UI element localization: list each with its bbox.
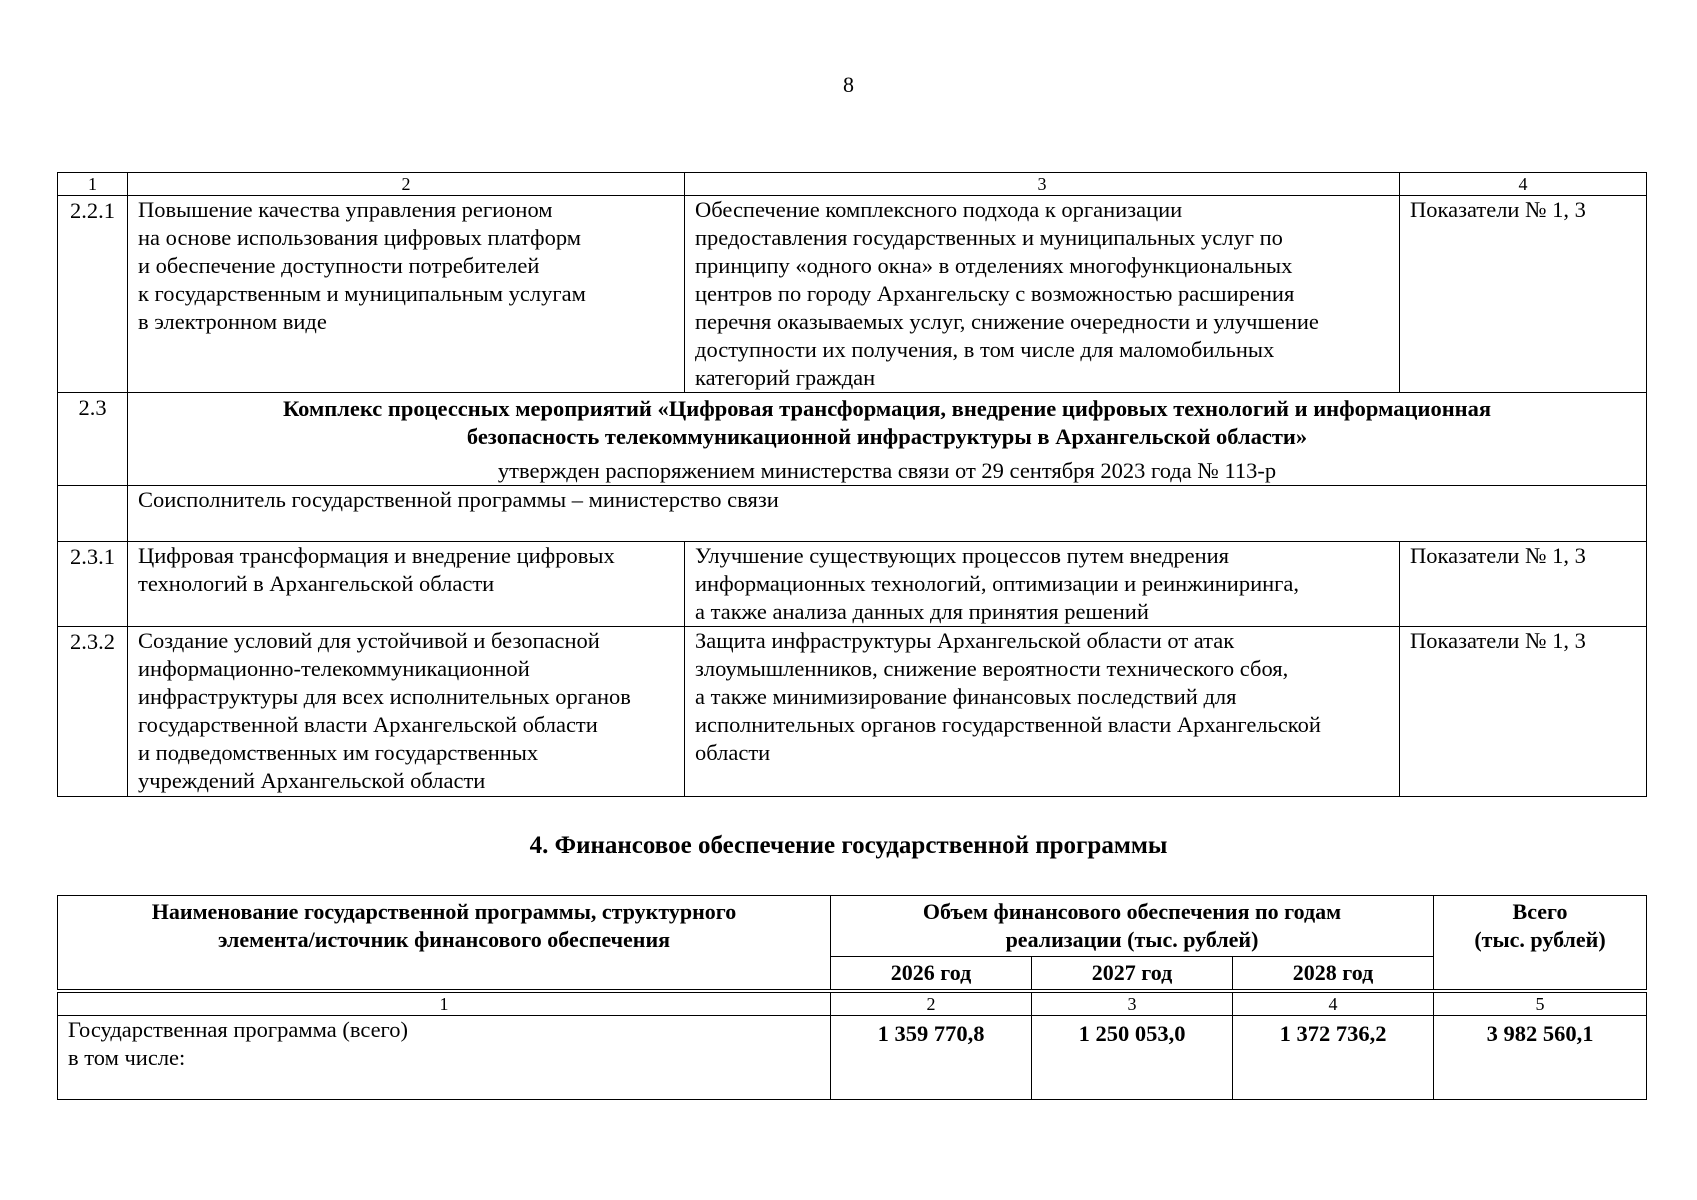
- col-number: 1: [58, 993, 831, 1016]
- measure-indicators: Показатели № 1, 3: [1400, 542, 1647, 627]
- measure-name: Повышение качества управления регионом на основе использования цифровых платформ и обеспечение доступности потребителей к государственным и муниципальным услугам в электронном виде: [128, 196, 685, 393]
- section-subtitle: утвержден распоряжением министерства связи от 29 сентября 2023 года № 113-р: [497, 458, 1277, 483]
- table-row: [58, 196, 1647, 393]
- empty-cell: [58, 486, 128, 542]
- header-volume: Объем финансового обеспечения по годам реализации (тыс. рублей): [831, 896, 1434, 957]
- program-name: Государственная программа (всего) в том числе:: [58, 1016, 831, 1100]
- col-number: 1: [58, 173, 128, 196]
- header-row: [58, 896, 1647, 957]
- measure-result: Обеспечение комплексного подхода к организации предоставления государственных и муниципальных услуг по принципу «одного окна» в отделениях многофункциональных центров по городу Архангельску с возможностью расширения перечня оказываемых услуг, снижение очередности и улучшение доступности их получения, в том числе для маломобильных категорий граждан: [685, 196, 1400, 393]
- section-number: 2.3: [58, 393, 128, 486]
- finance-table: [57, 895, 1647, 1100]
- column-number-row: [58, 993, 1647, 1016]
- value-2026: 1 359 770,8: [831, 1016, 1032, 1100]
- row-number: 2.2.1: [58, 196, 128, 393]
- row-number: 2.3.1: [58, 542, 128, 627]
- col-number: 4: [1233, 993, 1434, 1016]
- col-number: 4: [1400, 173, 1647, 196]
- table-row: [58, 627, 1647, 797]
- header-name: Наименование государственной программы, структурного элемента/источник финансового обеспечения: [58, 896, 831, 990]
- table-row: [58, 1016, 1647, 1100]
- col-number: 3: [1032, 993, 1233, 1016]
- measure-name: Цифровая трансформация и внедрение цифровых технологий в Архангельской области: [128, 542, 685, 627]
- column-number-row: [58, 173, 1647, 196]
- measure-name: Создание условий для устойчивой и безопасной информационно-телекоммуникационной инфраструктуры для всех исполнительных органов государственной власти Архангельской области и подведомственных им государственных учреждений Архангельской области: [128, 627, 685, 797]
- section-title: Комплекс процессных мероприятий «Цифровая трансформация, внедрение цифровых технологий и информационная безопасность телекоммуникационной инфраструктуры в Архангельской области»: [282, 396, 1492, 449]
- year-2026: 2026 год: [831, 957, 1032, 990]
- col-number: 3: [685, 173, 1400, 196]
- section-row: [58, 393, 1647, 486]
- section-cell: [128, 393, 1647, 486]
- measure-indicators: Показатели № 1, 3: [1400, 196, 1647, 393]
- value-2027: 1 250 053,0: [1032, 1016, 1233, 1100]
- coexecutor-text: Соисполнитель государственной программы – министерство связи: [128, 486, 1647, 542]
- measure-indicators: Показатели № 1, 3: [1400, 627, 1647, 797]
- measure-result: Защита инфраструктуры Архангельской области от атак злоумышленников, снижение вероятности технического сбоя, а также минимизирование финансовых последствий для исполнительных органов государственной власти Архангельской области: [685, 627, 1400, 797]
- year-2028: 2028 год: [1233, 957, 1434, 990]
- col-number: 2: [831, 993, 1032, 1016]
- coexecutor-row: [58, 486, 1647, 542]
- value-2028: 1 372 736,2: [1233, 1016, 1434, 1100]
- page-number: 8: [843, 72, 854, 97]
- finance-heading: 4. Финансовое обеспечение государственной программы: [529, 832, 1168, 859]
- year-2027: 2027 год: [1032, 957, 1233, 990]
- table-row: [58, 542, 1647, 627]
- row-number: 2.3.2: [58, 627, 128, 797]
- header-total: Всего (тыс. рублей): [1434, 896, 1647, 990]
- col-number: 2: [128, 173, 685, 196]
- col-number: 5: [1434, 993, 1647, 1016]
- measures-table: [57, 172, 1647, 797]
- measure-result: Улучшение существующих процессов путем внедрения информационных технологий, оптимизации и реинжиниринга, а также анализа данных для принятия решений: [685, 542, 1400, 627]
- value-total: 3 982 560,1: [1434, 1016, 1647, 1100]
